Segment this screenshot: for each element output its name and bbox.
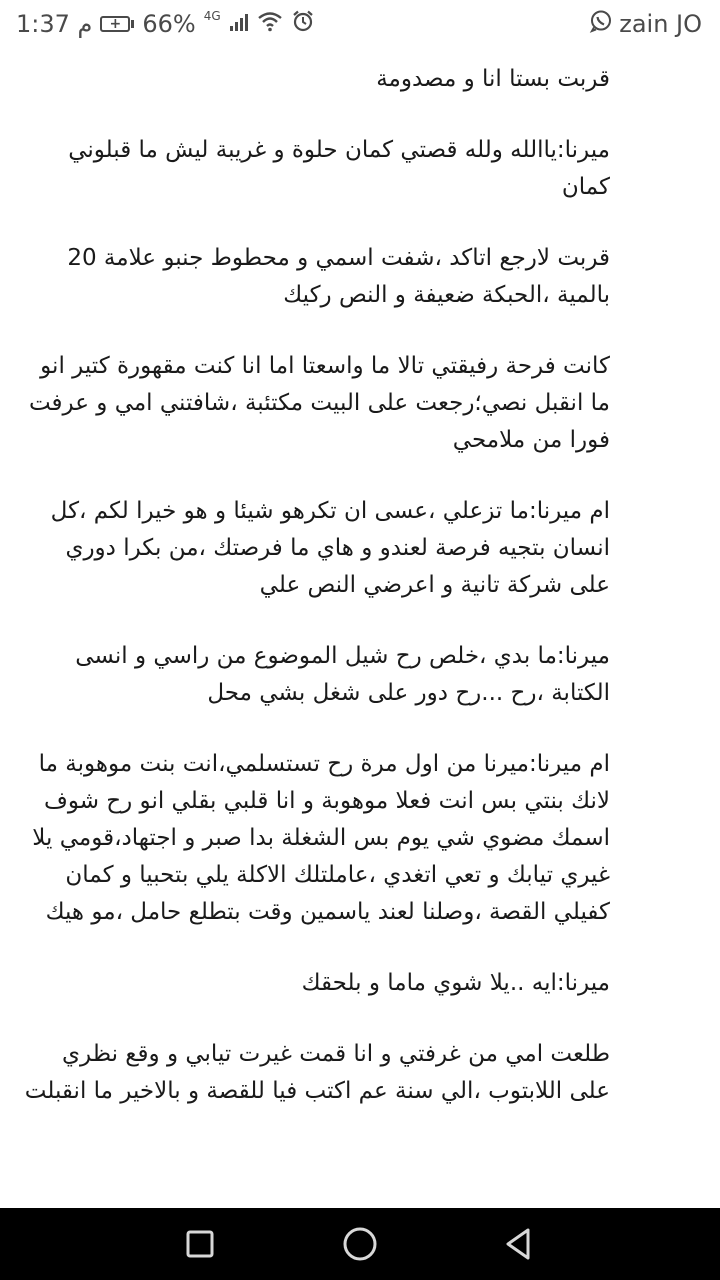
story-paragraph: ام ميرنا:ميرنا من اول مرة رح تستسلمي،انت بنت موهوبة ما لانك بنتي بس انت فعلا موهوبة و انا قلبي بقلي انو رح شوف اسمك مضوي شي يوم بس الشغلة بدا صبر و اجتهاد،قومي يلا غيري تيابك و تعي اتغدي ،عاملتلك الاكلة يلي بتحبيا و كمان كفيلي القصة ،وصلنا لعند ياسمين وقت بتطلع حامل ،مو هيك	[32, 751, 610, 925]
back-triangle-icon	[500, 1226, 536, 1262]
status-right-group	[589, 8, 702, 40]
story-paragraph: طلعت امي من غرفتي و انا قمت غيرت تيابي و وقع نظري على اللابتوب ،الي سنة عم اكتب فيا للقصة و بالاخير ما انقبلت	[24, 1041, 610, 1104]
whatsapp-icon	[589, 9, 613, 39]
battery-percent: 66%	[142, 10, 196, 38]
status-left-group	[16, 8, 315, 40]
story-paragraph: ميرنا:ايه ..يلا شوي ماما و بلحقك	[301, 970, 610, 996]
story-paragraph: قربت بستا انا و مصدومة	[376, 66, 610, 92]
network-type: 4G	[203, 9, 221, 23]
alarm-icon	[291, 9, 315, 39]
signal-icon	[229, 10, 249, 38]
carrier-name: zain JO	[619, 10, 702, 38]
status-time: 1:37 م	[16, 10, 93, 38]
battery-icon: +	[100, 16, 134, 32]
navigation-bar	[0, 1208, 720, 1280]
story-paragraph: ميرنا:ما بدي ،خلص رح شيل الموضوع من راسي و انسى الكتابة ،رح ...رح دور على شغل بشي محل	[75, 643, 610, 706]
recent-apps-button[interactable]	[182, 1226, 218, 1262]
wifi-icon	[257, 10, 283, 38]
story-paragraph: كانت فرحة رفيقتي تالا ما واسعتا اما انا كنت مقهورة كتير انو ما انقبل نصي؛رجعت على البيت مكتئبة ،شافتني امي و عرفت فورا من ملامحي	[28, 353, 610, 453]
back-button[interactable]	[500, 1226, 536, 1262]
square-icon	[184, 1228, 216, 1260]
story-paragraph: قربت لارجع اتاكد ،شفت اسمي و محطوط جنبو علامة 20 بالمية ،الحبكة ضعيفة و النص ركيك	[67, 245, 610, 308]
story-paragraph: ام ميرنا:ما تزعلي ،عسى ان تكرهو شيئا و هو خيرا لكم ،كل انسان بتجيه فرصة لعندو و هاي ما فرصتك ،من بكرا دوري على شركة تانية و اعرضي النص علي	[50, 498, 610, 598]
home-button[interactable]	[342, 1226, 378, 1262]
story-content[interactable]	[24, 48, 610, 1200]
status-bar	[0, 0, 720, 48]
circle-icon	[342, 1226, 378, 1262]
story-paragraph: ميرنا:ياالله ولله قصتي كمان حلوة و غريبة ليش ما قبلوني كمان	[68, 137, 610, 200]
